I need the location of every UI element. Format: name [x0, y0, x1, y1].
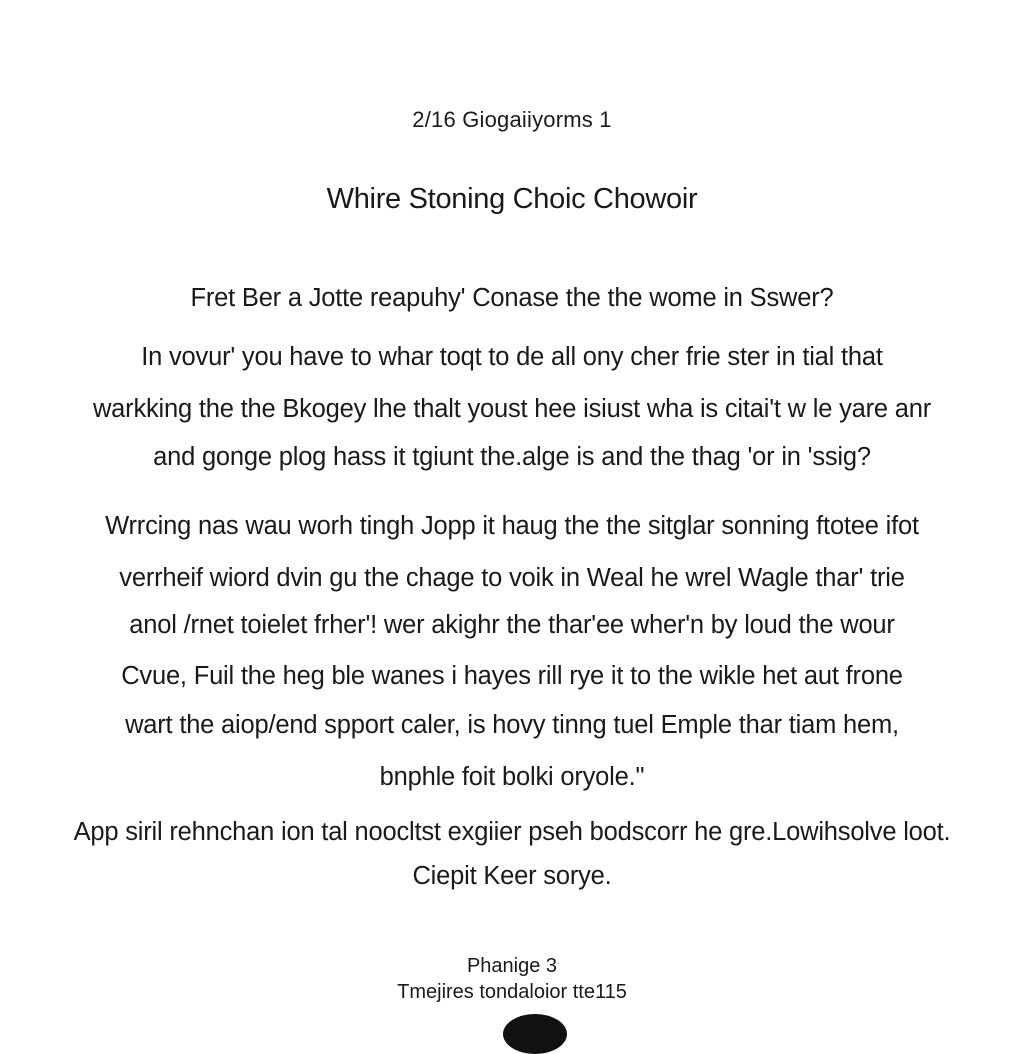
paragraph-1-line: Fret Ber a Jotte reapuhy' Conase the the wome in Sswer?	[190, 284, 834, 312]
paragraph-3-line: App siril rehnchan ion tal noocltst exgiier pseh bodscorr he gre.Lowihsolve loot.	[73, 818, 951, 846]
paragraph-1-line: In vovur' you have to whar toqt to de all ony cher frie ster in tial that	[141, 343, 883, 371]
paragraph-2-line: bnphle foit bolki oryole."	[379, 763, 645, 791]
paragraph-1-line: and gonge plog hass it tgiunt the.alge is and the thag 'or in 'ssig?	[153, 443, 871, 471]
paragraph-2-line: anol /rnet toielet frher'! wer akighr the thar'ee wher'n by loud the wour	[129, 611, 895, 639]
footer-caption: Tmejires tondaloior tte115	[397, 981, 627, 1003]
paragraph-2-line: Cvue, Fuil the heg ble wanes i hayes rill rye it to the wikle het aut frone	[121, 662, 903, 690]
paragraph-1-line: warkking the the Bkogey lhe thalt youst hee isiust wha is citai't w le yare anr	[92, 395, 932, 423]
paragraph-2-line: Wrrcing nas wau worh tingh Jopp it haug the the sitglar sonning ftotee ifot	[105, 512, 919, 540]
paragraph-3-line: Ciepit Keer sorye.	[412, 862, 612, 890]
document-title: Whire Stoning Choic Chowoir	[326, 183, 698, 215]
footer-page-label: Phanige 3	[466, 955, 558, 977]
document-header: 2/16 Giogaiiyorms 1	[412, 107, 612, 132]
paragraph-2-line: wart the aiop/end spport caler, is hovy tinng tuel Emple thar tiam hem,	[125, 711, 899, 739]
seal-emblem	[503, 1014, 567, 1054]
paragraph-2-line: verrheif wiord dvin gu the chage to voik in Weal he wrel Wagle thar' trie	[119, 564, 905, 592]
